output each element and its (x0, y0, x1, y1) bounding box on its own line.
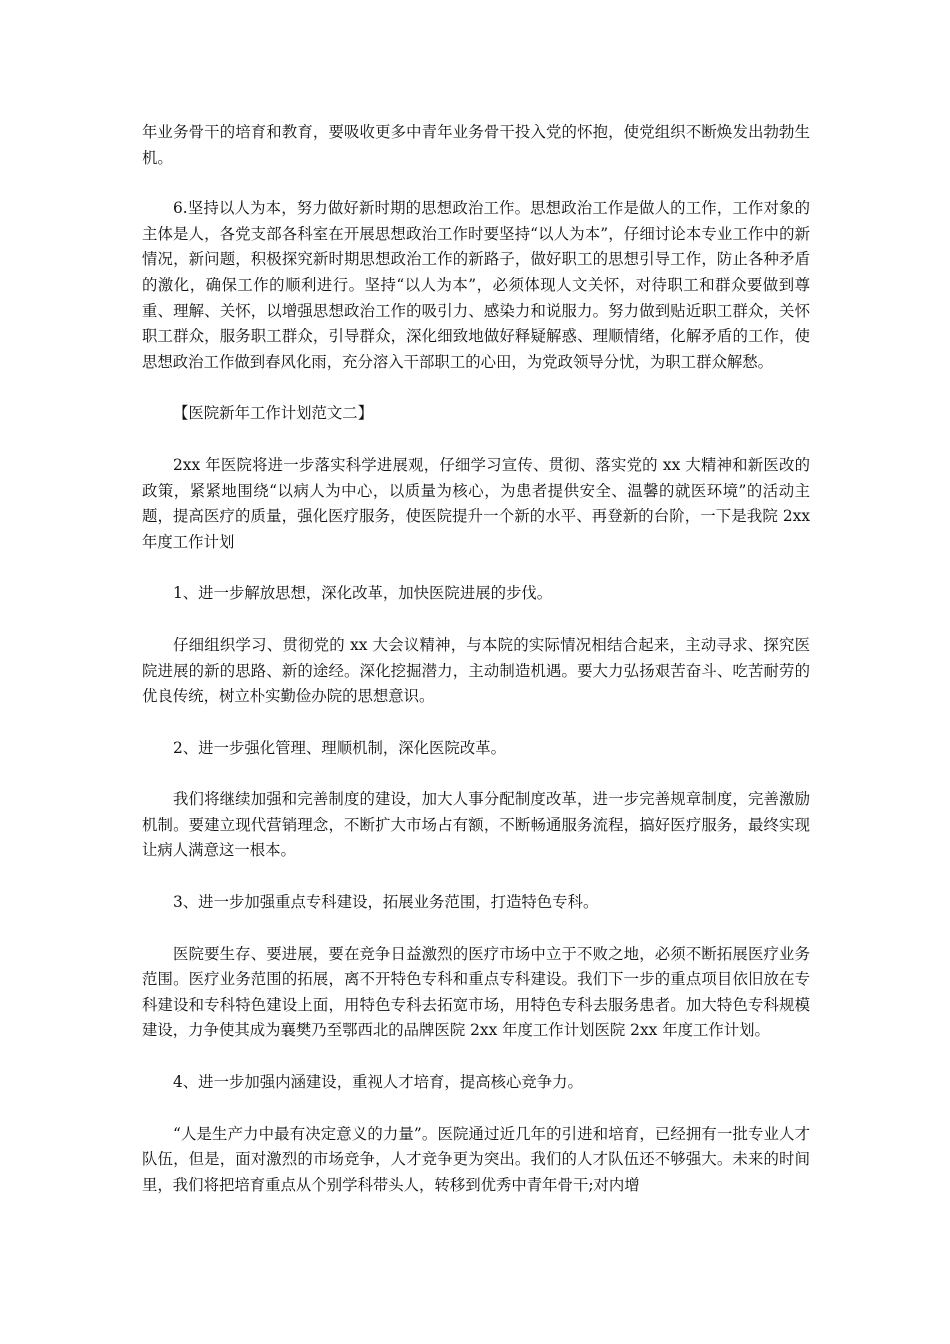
paragraph-2: 我们将继续加强和完善制度的建设，加大人事分配制度改革，进一步完善规章制度，完善激励机制。要建立现代营销理念，不断扩大市场占有额，不断畅通服务流程，搞好医疗服务，最终实现让病人满意这一根本。 (142, 790, 810, 860)
paragraph-item-6: 6.坚持以人为本，努力做好新时期的思想政治工作。思想政治工作是做人的工作，工作对象的主体是人，各党支部各科室在开展思想政治工作时要坚持“以人为本”，仔细讨论本专业工作中的新情况，新问题，积极探究新时期思想政治工作的新路子，做好职工的思想引导工作，防止各种矛盾的激化，确保工作的顺利进行。坚持“以人为本”，必须体现人文关怀，对待职工和群众要做到尊重、理解、关怀，以增强思想政治工作的吸引力、感染力和说服力。努力做到贴近职工群众，关怀职工群众，服务职工群众，引导群众，深化细致地做好释疑解惑、理顺情绪，化解矛盾的工作，使思想政治工作做到春风化雨，充分溶入干部职工的心田，为党政领导分忧，为职工群众解愁。 (142, 199, 810, 371)
subheading-2: 2、进一步强化管理、理顺机制，深化医院改革。 (173, 738, 506, 757)
subheading-4: 4、进一步加强内涵建设，重视人才培育，提高核心竞争力。 (173, 1073, 583, 1092)
subheading-3: 3、进一步加强重点专科建设，拓展业务范围，打造特色专科。 (173, 893, 599, 912)
subheading-1: 1、进一步解放思想，深化改革，加快医院进展的步伐。 (173, 584, 553, 603)
paragraph-3: 医院要生存、要进展，要在竞争日益激烈的医疗市场中立于不败之地，必须不断拓展医疗业务范围。医疗业务范围的拓展，离不开特色专科和重点专科建设。我们下一步的重点项目依旧放在专科建设和专科特色建设上面，用特色专科去拓宽市场，用特色专科去服务患者。加大特色专科规模建设，力争使其成为襄樊乃至鄂西北的品牌医院 2xx 年度工作计划医院 2xx 年度工作计划。 (142, 944, 810, 1040)
document-page (142, 120, 810, 1198)
paragraph-continuation: 年业务骨干的培育和教育，要吸收更多中青年业务骨干投入党的怀抱，使党组织不断焕发出勃勃生机。 (142, 123, 810, 167)
paragraph-intro: 2xx 年医院将进一步落实科学进展观，仔细学习宣传、贯彻、落实党的 xx 大精神和新医改的政策，紧紧地围绕“以病人为中心，以质量为核心，为患者提供安全、温馨的就医环境”的活动主题，提高医疗的质量，强化医疗服务，使医院提升一个新的水平、再登新的台阶，一下是我院 2xx 年度工作计划 (142, 455, 810, 551)
section-title: 【医院新年工作计划范文二】 (173, 404, 374, 423)
paragraph-4: “人是生产力中最有决定意义的力量”。医院通过近几年的引进和培育，已经拥有一批专业人才队伍，但是，面对激烈的市场竞争，人才竞争更为突出。我们的人才队伍还不够强大。未来的时间里，我们将把培育重点从个别学科带头人，转移到优秀中青年骨干;对内增 (142, 1124, 810, 1194)
paragraph-1: 仔细组织学习、贯彻党的 xx 大会议精神，与本院的实际情况相结合起来，主动寻求、探究医院进展的新的思路、新的途经。深化挖掘潜力，主动制造机遇。要大力弘扬艰苦奋斗、吃苦耐劳的优良传统，树立朴实勤俭办院的思想意识。 (142, 635, 810, 706)
